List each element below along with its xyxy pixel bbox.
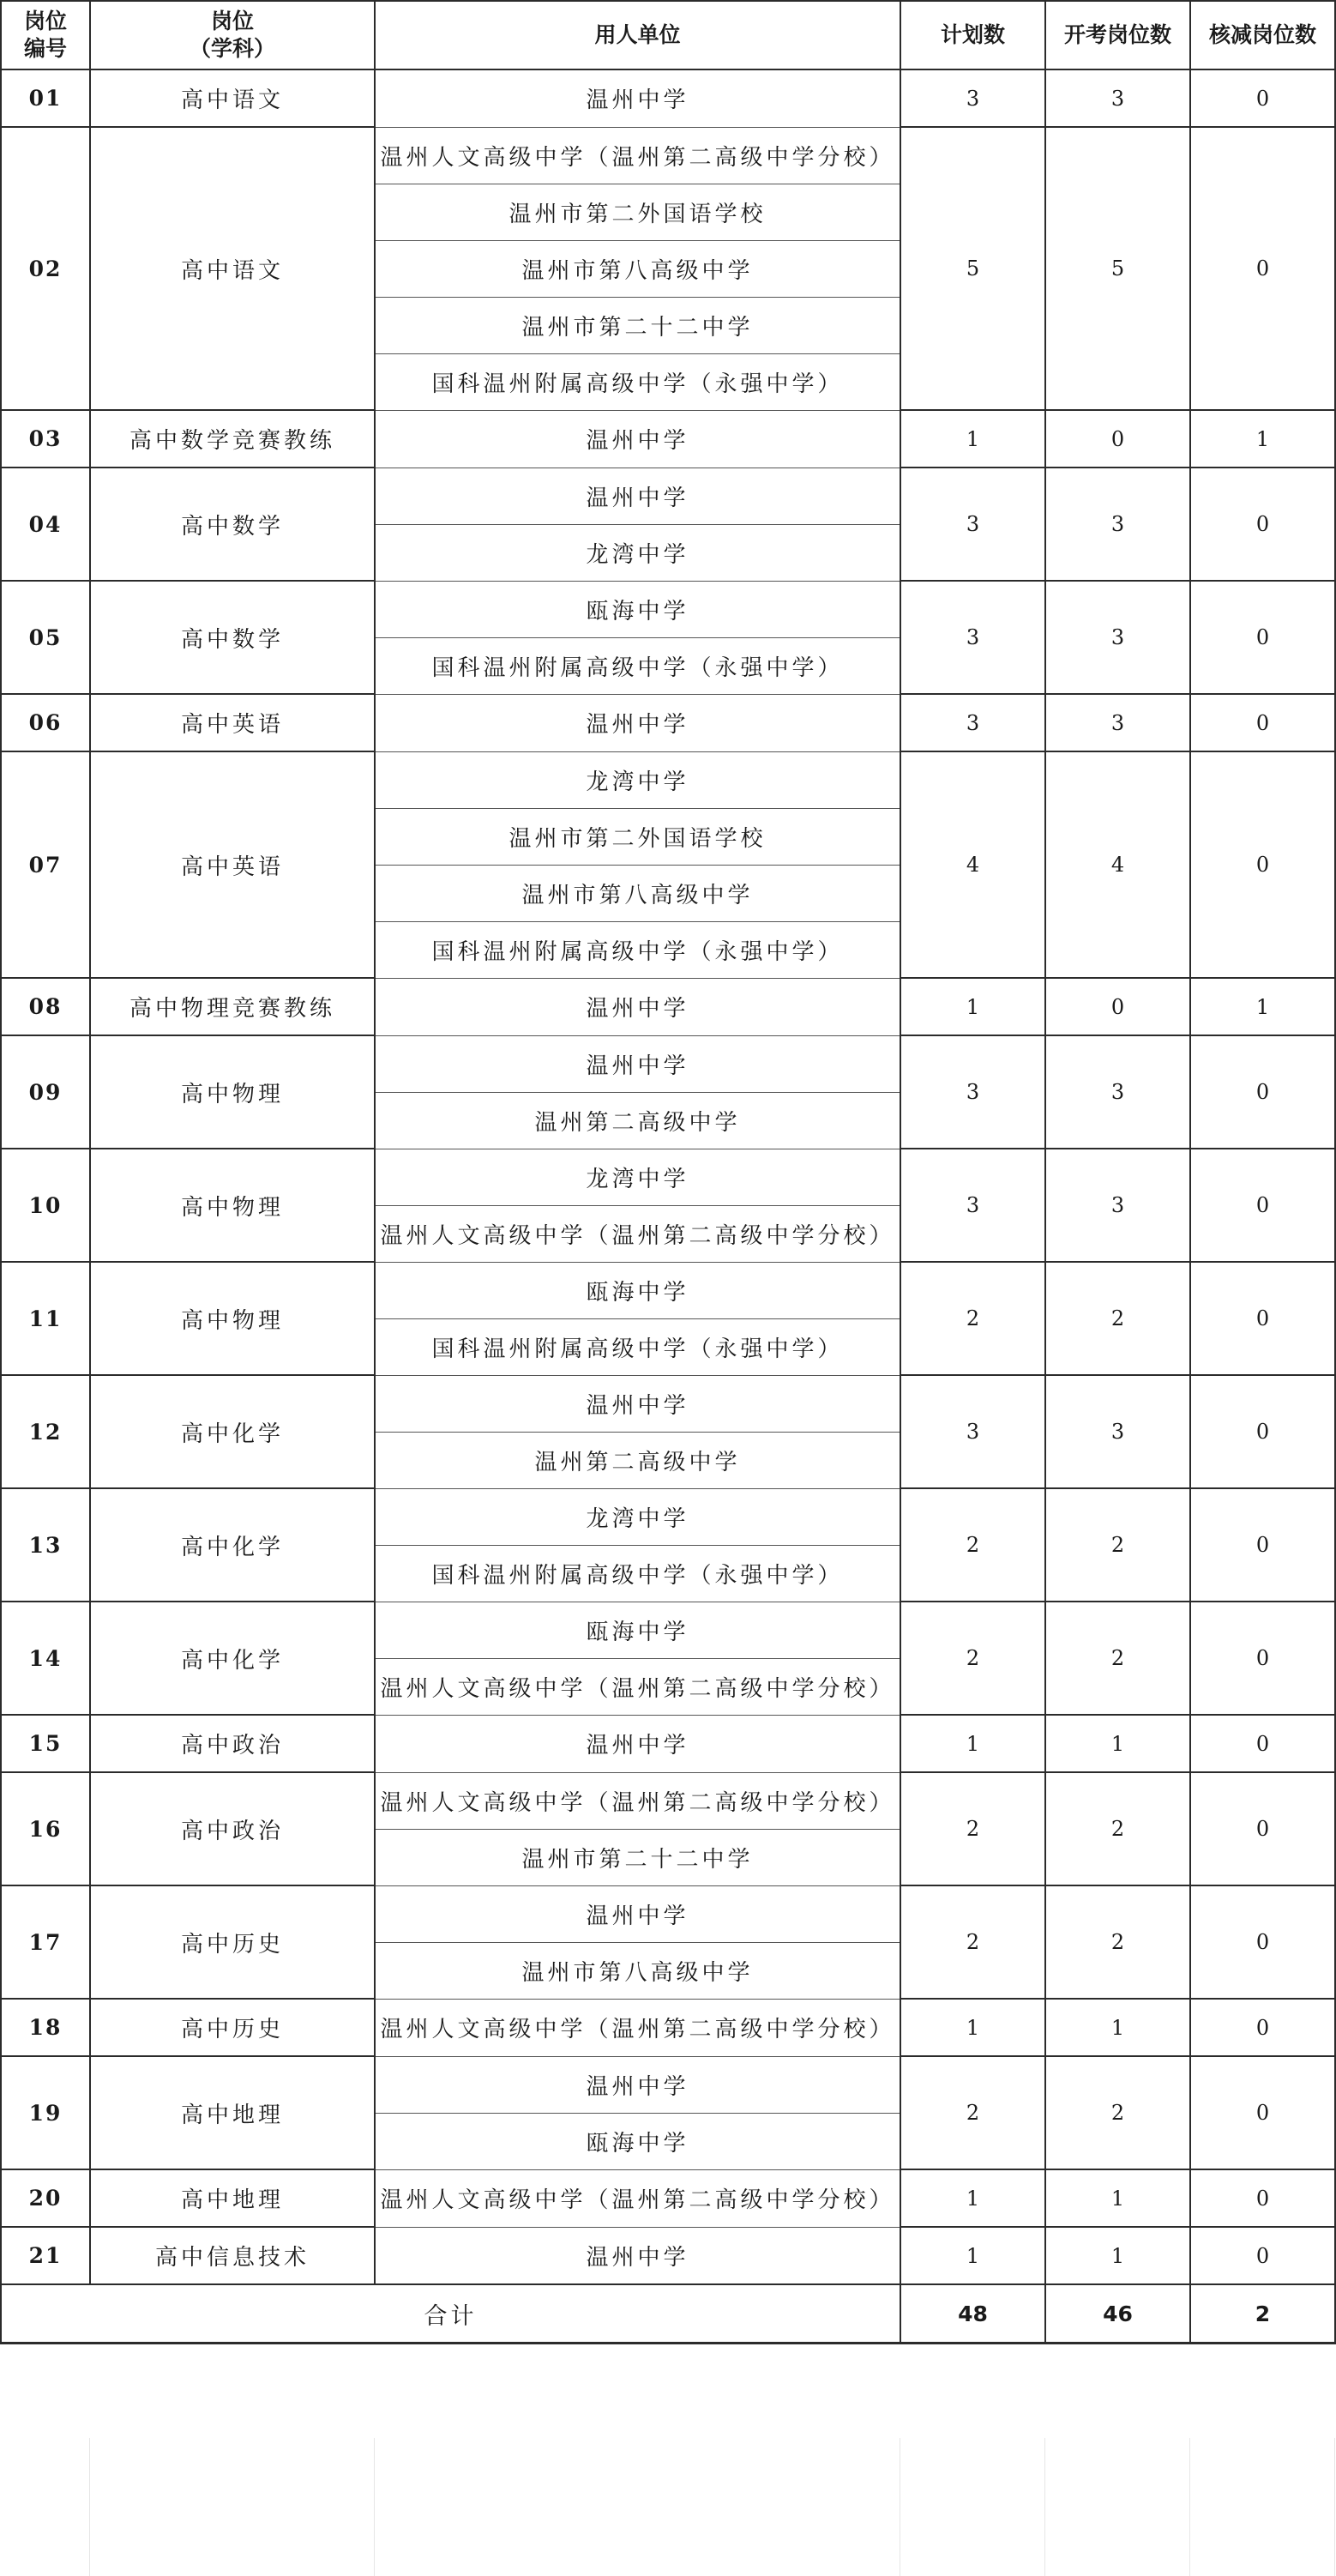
position-subject: 高中物理 — [90, 1262, 375, 1375]
grid-line — [1189, 2438, 1190, 2576]
planned-count: 4 — [900, 751, 1045, 978]
planned-count: 1 — [900, 2227, 1045, 2284]
planned-count: 3 — [900, 694, 1045, 751]
reduced-count: 0 — [1190, 468, 1335, 581]
reduced-count: 0 — [1190, 1999, 1335, 2056]
table-row — [1, 127, 1335, 184]
header-employer: 用人单位 — [375, 1, 900, 69]
employer-unit: 龙湾中学 — [375, 1488, 900, 1545]
grid-line — [1334, 2438, 1335, 2576]
employer-unit: 温州中学 — [375, 410, 900, 468]
position-code: 21 — [1, 2227, 90, 2284]
open-count: 3 — [1045, 1149, 1190, 1262]
position-code: 17 — [1, 1885, 90, 1999]
table-row — [1, 751, 1335, 808]
position-subject: 高中地理 — [90, 2169, 375, 2227]
open-count: 3 — [1045, 468, 1190, 581]
employer-unit: 瓯海中学 — [375, 1602, 900, 1658]
header-text: 编号 — [23, 36, 67, 61]
open-count: 2 — [1045, 1262, 1190, 1375]
position-subject: 高中化学 — [90, 1488, 375, 1602]
header-row — [1, 1, 1335, 69]
position-code: 07 — [1, 751, 90, 978]
planned-count: 2 — [900, 1885, 1045, 1999]
open-count: 2 — [1045, 2056, 1190, 2169]
position-subject: 高中语文 — [90, 127, 375, 410]
open-count: 5 — [1045, 127, 1190, 410]
planned-count: 1 — [900, 410, 1045, 468]
table-body — [1, 69, 1335, 2284]
planned-count: 3 — [900, 1149, 1045, 1262]
employer-unit: 温州人文高级中学（温州第二高级中学分校） — [375, 127, 900, 184]
position-subject: 高中政治 — [90, 1772, 375, 1885]
planned-count: 2 — [900, 1262, 1045, 1375]
reduced-count: 0 — [1190, 581, 1335, 694]
open-count: 1 — [1045, 2227, 1190, 2284]
reduced-count: 0 — [1190, 127, 1335, 410]
planned-count: 1 — [900, 1999, 1045, 2056]
table-footer — [1, 2284, 1335, 2344]
reduced-count: 0 — [1190, 69, 1335, 127]
table-row — [1, 1602, 1335, 1658]
employer-unit: 温州中学 — [375, 978, 900, 1035]
position-subject: 高中历史 — [90, 1885, 375, 1999]
reduced-count: 0 — [1190, 2227, 1335, 2284]
table-row — [1, 1488, 1335, 1545]
position-subject: 高中物理 — [90, 1149, 375, 1262]
position-subject: 高中数学 — [90, 468, 375, 581]
employer-unit: 国科温州附属高级中学（永强中学） — [375, 921, 900, 978]
employer-unit: 温州市第二十二中学 — [375, 1829, 900, 1885]
employer-unit: 温州中学 — [375, 2227, 900, 2284]
open-count: 4 — [1045, 751, 1190, 978]
position-subject: 高中化学 — [90, 1602, 375, 1715]
header-reduced-count: 核减岗位数 — [1190, 1, 1335, 69]
employer-unit: 温州第二高级中学 — [375, 1432, 900, 1488]
table-row — [1, 2227, 1335, 2284]
open-count: 3 — [1045, 1375, 1190, 1488]
open-count: 3 — [1045, 581, 1190, 694]
employer-unit: 温州人文高级中学（温州第二高级中学分校） — [375, 1999, 900, 2056]
reduced-count: 0 — [1190, 1149, 1335, 1262]
open-count: 1 — [1045, 1715, 1190, 1772]
employer-unit: 温州人文高级中学（温州第二高级中学分校） — [375, 1205, 900, 1262]
employer-unit: 温州中学 — [375, 1715, 900, 1772]
position-code: 05 — [1, 581, 90, 694]
reduced-count: 0 — [1190, 1035, 1335, 1149]
table-row — [1, 978, 1335, 1035]
reduced-count: 0 — [1190, 694, 1335, 751]
position-code: 16 — [1, 1772, 90, 1885]
position-subject: 高中政治 — [90, 1715, 375, 1772]
reduced-count: 0 — [1190, 1375, 1335, 1488]
position-code: 03 — [1, 410, 90, 468]
planned-count: 2 — [900, 2056, 1045, 2169]
position-code: 06 — [1, 694, 90, 751]
position-code: 19 — [1, 2056, 90, 2169]
open-count: 1 — [1045, 1999, 1190, 2056]
table-row — [1, 1999, 1335, 2056]
employer-unit: 温州中学 — [375, 1375, 900, 1432]
position-code: 09 — [1, 1035, 90, 1149]
planned-count: 3 — [900, 1375, 1045, 1488]
open-count: 0 — [1045, 978, 1190, 1035]
employer-unit: 温州中学 — [375, 69, 900, 127]
position-subject: 高中语文 — [90, 69, 375, 127]
open-count: 2 — [1045, 1772, 1190, 1885]
employer-unit: 国科温州附属高级中学（永强中学） — [375, 1318, 900, 1375]
total-reduced: 2 — [1190, 2284, 1335, 2344]
planned-count: 1 — [900, 1715, 1045, 1772]
employer-unit: 龙湾中学 — [375, 524, 900, 581]
table-row — [1, 1715, 1335, 1772]
open-count: 2 — [1045, 1488, 1190, 1602]
employer-unit: 温州中学 — [375, 1035, 900, 1092]
reduced-count: 0 — [1190, 1602, 1335, 1715]
position-subject: 高中数学竞赛教练 — [90, 410, 375, 468]
reduced-count: 0 — [1190, 1885, 1335, 1999]
employer-unit: 温州中学 — [375, 468, 900, 524]
total-label: 合计 — [1, 2284, 900, 2344]
grid-line — [374, 2438, 375, 2576]
table-row — [1, 694, 1335, 751]
reduced-count: 1 — [1190, 978, 1335, 1035]
planned-count: 1 — [900, 978, 1045, 1035]
employer-unit: 温州市第二外国语学校 — [375, 808, 900, 865]
open-count: 2 — [1045, 1885, 1190, 1999]
table-row — [1, 1885, 1335, 1942]
planned-count: 5 — [900, 127, 1045, 410]
open-count: 3 — [1045, 1035, 1190, 1149]
position-subject: 高中英语 — [90, 751, 375, 978]
position-subject: 高中历史 — [90, 1999, 375, 2056]
header-text: （学科） — [189, 36, 275, 61]
employer-unit: 温州市第八高级中学 — [375, 240, 900, 297]
open-count: 3 — [1045, 694, 1190, 751]
header-position-code — [1, 1, 90, 69]
table-row — [1, 69, 1335, 127]
employer-unit: 国科温州附属高级中学（永强中学） — [375, 637, 900, 694]
employer-unit: 瓯海中学 — [375, 2113, 900, 2169]
position-code: 01 — [1, 69, 90, 127]
planned-count: 3 — [900, 581, 1045, 694]
reduced-count: 0 — [1190, 2056, 1335, 2169]
planned-count: 3 — [900, 69, 1045, 127]
table-row — [1, 2056, 1335, 2113]
header-text: 岗位 — [210, 9, 254, 33]
reduced-count: 1 — [1190, 410, 1335, 468]
table-header — [1, 1, 1335, 69]
employer-unit: 温州中学 — [375, 694, 900, 751]
reduced-count: 0 — [1190, 1262, 1335, 1375]
position-subject: 高中物理竞赛教练 — [90, 978, 375, 1035]
employer-unit: 温州人文高级中学（温州第二高级中学分校） — [375, 2169, 900, 2227]
position-subject: 高中地理 — [90, 2056, 375, 2169]
table-row — [1, 2169, 1335, 2227]
position-code: 18 — [1, 1999, 90, 2056]
employer-unit: 温州人文高级中学（温州第二高级中学分校） — [375, 1658, 900, 1715]
position-subject: 高中数学 — [90, 581, 375, 694]
employer-unit: 温州市第二外国语学校 — [375, 184, 900, 240]
total-planned: 48 — [900, 2284, 1045, 2344]
position-subject: 高中物理 — [90, 1035, 375, 1149]
header-planned-count: 计划数 — [900, 1, 1045, 69]
open-count: 1 — [1045, 2169, 1190, 2227]
reduced-count: 0 — [1190, 1772, 1335, 1885]
employer-unit: 温州中学 — [375, 2056, 900, 2113]
position-subject: 高中英语 — [90, 694, 375, 751]
reduced-count: 0 — [1190, 1488, 1335, 1602]
planned-count: 2 — [900, 1602, 1045, 1715]
position-subject: 高中化学 — [90, 1375, 375, 1488]
employer-unit: 温州市第八高级中学 — [375, 865, 900, 921]
position-code: 12 — [1, 1375, 90, 1488]
employer-unit: 国科温州附属高级中学（永强中学） — [375, 353, 900, 410]
table-row — [1, 1375, 1335, 1432]
employer-unit: 国科温州附属高级中学（永强中学） — [375, 1545, 900, 1602]
open-count: 2 — [1045, 1602, 1190, 1715]
open-count: 0 — [1045, 410, 1190, 468]
employer-unit: 龙湾中学 — [375, 1149, 900, 1205]
employer-unit: 温州第二高级中学 — [375, 1092, 900, 1149]
position-code: 02 — [1, 127, 90, 410]
position-code: 20 — [1, 2169, 90, 2227]
planned-count: 2 — [900, 1488, 1045, 1602]
employer-unit: 温州中学 — [375, 1885, 900, 1942]
employer-unit: 温州市第八高级中学 — [375, 1942, 900, 1999]
open-count: 3 — [1045, 69, 1190, 127]
reduced-count: 0 — [1190, 1715, 1335, 1772]
planned-count: 3 — [900, 468, 1045, 581]
position-code: 15 — [1, 1715, 90, 1772]
planned-count: 3 — [900, 1035, 1045, 1149]
employer-unit: 温州市第二十二中学 — [375, 297, 900, 353]
table-row — [1, 1149, 1335, 1205]
position-code: 08 — [1, 978, 90, 1035]
position-code: 14 — [1, 1602, 90, 1715]
table-row — [1, 468, 1335, 524]
total-open: 46 — [1045, 2284, 1190, 2344]
position-subject: 高中信息技术 — [90, 2227, 375, 2284]
employer-unit: 瓯海中学 — [375, 1262, 900, 1318]
planned-count: 2 — [900, 1772, 1045, 1885]
planned-count: 1 — [900, 2169, 1045, 2227]
position-code: 13 — [1, 1488, 90, 1602]
grid-line — [1044, 2438, 1045, 2576]
employer-unit: 龙湾中学 — [375, 751, 900, 808]
table-row — [1, 410, 1335, 468]
total-row — [1, 2284, 1335, 2344]
reduced-count: 0 — [1190, 2169, 1335, 2227]
reduced-count: 0 — [1190, 751, 1335, 978]
header-text: 岗位 — [23, 9, 67, 33]
header-open-count: 开考岗位数 — [1045, 1, 1190, 69]
table-row — [1, 581, 1335, 637]
position-code: 04 — [1, 468, 90, 581]
position-code: 10 — [1, 1149, 90, 1262]
employer-unit: 温州人文高级中学（温州第二高级中学分校） — [375, 1772, 900, 1829]
table-row — [1, 1262, 1335, 1318]
table-row — [1, 1772, 1335, 1829]
table-row — [1, 1035, 1335, 1092]
position-code: 11 — [1, 1262, 90, 1375]
employer-unit: 瓯海中学 — [375, 581, 900, 637]
header-position-subject — [90, 1, 375, 69]
grid-line — [89, 2438, 90, 2576]
